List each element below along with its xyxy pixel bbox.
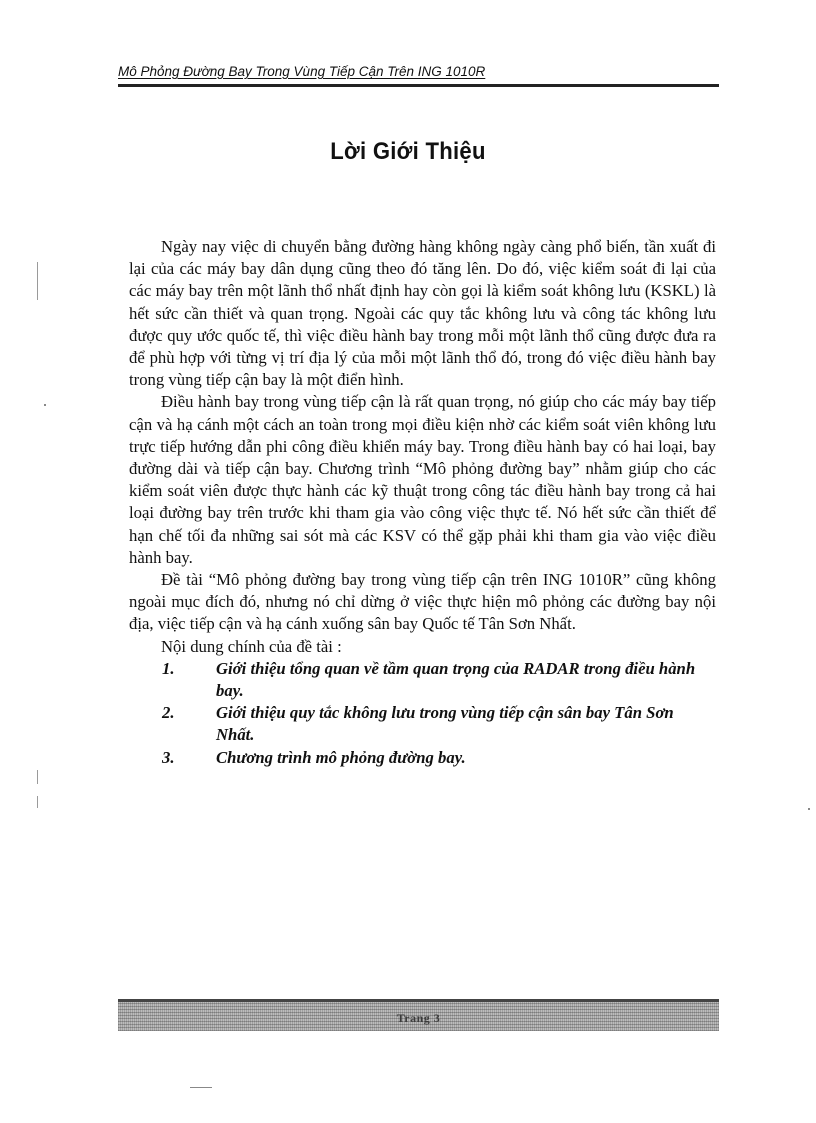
contents-item-number: 1. [162,658,175,678]
page-number: Trang 3 [396,1011,441,1025]
contents-item-text: Giới thiệu tổng quan về tầm quan trọng của RADAR trong điều hành bay. [216,658,696,701]
contents-item-number: 2. [162,703,175,723]
contents-item [129,658,716,702]
paragraph-3: Đề tài “Mô phỏng đường bay trong vùng tiếp cận trên ING 1010R” cũng không ngoài mục đích đó, nhưng nó chỉ dừng ở việc thực hiện mô phỏng các đường bay nội địa, việc tiếp cận và hạ cánh xuống sân bay Quốc tế Tân Sơn Nhất. [129,570,716,634]
scan-mark [37,262,38,300]
scan-dot [44,404,46,406]
header-rule [118,84,719,87]
contents-item [129,747,716,769]
scan-dot [808,808,810,810]
contents-list [129,658,716,769]
contents-item-text: Chương trình mô phỏng đường bay. [216,747,466,767]
scan-mark [37,796,38,808]
page-title: Lời Giới Thiệu [330,138,486,165]
paragraph-1: Ngày nay việc di chuyển bằng đường hàng không ngày càng phổ biến, tần xuất đi lại của các máy bay dân dụng cũng theo đó tăng lên. Do đó, việc kiểm soát đi lại của các máy bay trên một lãnh thổ nhất định hay còn gọi là kiểm soát không lưu (KSKL) là hết sức cần thiết và quan trọng. Ngoài các quy tắc không lưu và công tác không lưu được quy ước quốc tế, thì việc điều hành bay trong mỗi một lãnh thổ cũng được đưa ra để phù hợp với từng vị trí địa lý của mỗi một lãnh thổ đó, trong đó việc điều hành bay trong vùng tiếp cận bay là một điển hình. [129,237,716,390]
footer-bar [118,999,719,1031]
running-header [118,64,719,80]
contents-item-text: Giới thiệu quy tắc không lưu trong vùng tiếp cận sân bay Tân Sơn Nhất. [216,703,674,745]
scan-dash [190,1087,212,1088]
paragraph-2: Điều hành bay trong vùng tiếp cận là rất quan trọng, nó giúp cho các máy bay tiếp cận và hạ cánh một cách an toàn trong mọi điều kiện nhờ các kiểm soát viên không lưu trực tiếp hướng dẫn phi công điều khiển máy bay. Trong điều hành bay có hai loại, bay đường dài và tiếp cận bay. Chương trình “Mô phỏng đường bay” nhằm giúp cho các kiểm soát viên được thực hành các kỹ thuật trong công tác điều hành bay trong cả hai loại đường bay trên trước khi tham gia vào công việc thực tế. Nó hết sức cần thiết để hạn chế tối đa những sai sót mà các KSV có thể gặp phải khi tham gia vào việc điều hành bay. [129,392,716,567]
document-body [129,236,716,769]
paragraph-4: Nội dung chính của đề tài : [161,636,342,656]
scan-mark [37,770,38,784]
contents-item-number: 3. [162,747,175,767]
contents-item [129,702,716,746]
running-header-title: Mô Phỏng Đường Bay Trong Vùng Tiếp Cận Trên ING 1010R [118,64,486,79]
